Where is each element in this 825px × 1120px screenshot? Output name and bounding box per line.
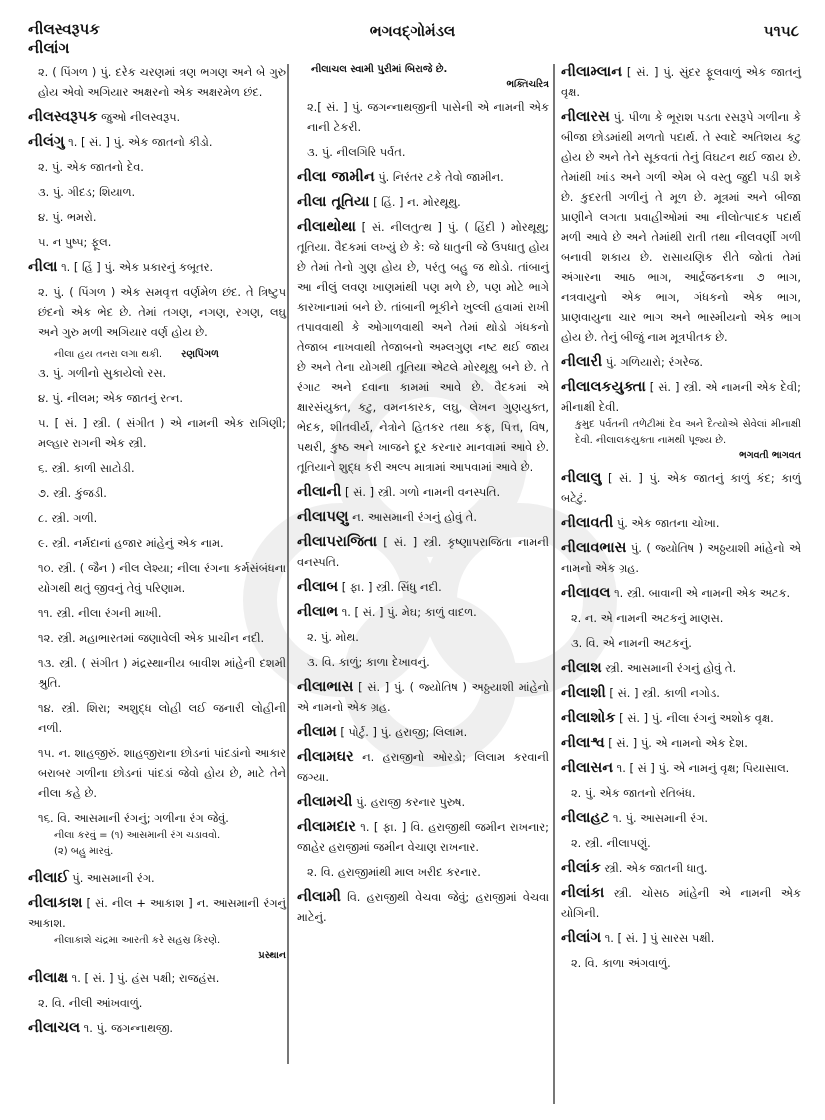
dictionary-entry [297,792,549,812]
definition: ૧. [ સં. ] પું. એક જાતનો કીડો. [68,135,213,149]
dictionary-entry [297,602,549,622]
sense: ૨. વિ. હરાજીમાંથી માલ ખરીદ કરનાર. [307,865,481,879]
sense: ૨. પું. ( પિંગળ ) એક સમવૃત્ત વર્ણમેળ છંદ. તે ત્રિષ્ટુપ છંદનો એક ભેદ છે. તેમાં તગણ, નગણ, રગણ, લઘુ અને ગુરુ મળી અગિયાર વર્ણ હોય છે. [38,285,286,339]
quote-source: ભક્તિચરિત્ર [506,79,549,90]
definition: સ્ત્રી. આસમાની રંગનું હોવું તે. [605,661,737,675]
definition: પું. એક જાતના ચોખા. [616,516,720,530]
headword: નીલા જામીન [297,169,375,185]
dictionary-entry [561,658,801,678]
sense: ૨. ન. એ નામની અટકનું માણસ. [571,611,724,625]
dictionary-entry [28,132,286,152]
sense: ૩. વિ. એ નામની અટકનું. [571,636,692,650]
headword: નીલાશ્વ [561,735,605,751]
headword: નીલાશી [561,685,606,701]
dictionary-entry [561,538,801,578]
headword: નીલાસન [561,760,614,776]
dictionary-entry [561,62,801,102]
idiom: નીલા કરવું = (૧) આસમાની રંગ ચડાવવો. [54,830,221,841]
sense: ૯. સ્ત્રી. નર્મદાનાં હજાર માંહેનું એક નામ. [38,536,224,550]
headword: નીલારસ [561,109,610,125]
sense: ૧૨. સ્ત્રી. મહાભારતમાં જણાવેલી એક પ્રાચીન નદી. [38,631,265,645]
headword: નીલાશ [561,660,602,676]
dictionary-entry [28,893,286,933]
quote-text: નીલાકાશે ચંદ્રમા આરતી કરે સહસ્ર કિરણે. [54,935,221,946]
definition: [ સં. ] સ્ત્રી. ગળો નામની વનસ્પતિ. [345,485,501,499]
headword: નીલાંકા [561,885,605,901]
sense: ૨.[ સં. ] પું. જગન્નાથજીની પાસેની એ નામની એક નાની ટેકરી. [307,100,549,134]
headword: નીલા તૂતિયા [297,194,370,210]
headword: નીલા [28,259,58,275]
guide-word-bottom: નીલાંગ [28,39,70,57]
quote-source: રણપિંગળ [181,349,219,360]
column-divider [553,64,555,1104]
sense: ૨. પું. એક જાતનો રતિબંધ. [571,786,696,800]
sense: ૨. ( પિંગળ ) પું. દરેક ચરણમાં ત્રણ ભગણ અને બે ગુરુ હોય એવો અગિયાર અક્ષરનો એક અક્ષરમેળ છંદ. [38,65,286,99]
definition: [ સં. ] પું. નીલા રંગનું અશોક વૃક્ષ. [619,711,774,725]
dictionary-entry [297,677,549,717]
headword: નીલાઈ [28,870,69,886]
dictionary-entry [297,167,549,187]
definition: પું. ( જ્યોતિષ ) અઠ્ઠયાશી માંહેનો એ નામનો એક ગ્રહ. [561,541,802,575]
dictionary-entry [561,733,801,753]
dictionary-entry [28,107,286,127]
column-middle [297,62,549,932]
dictionary-entry [297,507,549,527]
definition: જુઓ નીલસ્વરૂપ. [101,110,181,124]
definition: ૧. પું. આસમાની રંગ. [612,811,709,825]
definition: સ્ત્રી. એક જાતની ધાતુ. [604,861,708,875]
quote-source: ભગવતી ભાગવત [739,450,801,461]
definition: ૧. પું. જગન્નાથજી. [83,1021,174,1035]
definition: વિ. હરાજીથી વેચવા જેવું; હરાજીમાં વેચવા માટેનું. [297,890,550,924]
sense: ૨. પું. મોથ. [307,630,359,644]
headword: નીલામઘર [297,749,354,765]
dictionary-entry [28,968,286,988]
quote-source: પ્રસ્થાન [258,950,286,961]
sense: ૮. સ્ત્રી. ગળી. [38,511,98,525]
dictionary-entry [28,1018,286,1038]
headword: નીલાભ [297,604,339,620]
definition: પું. પીળા કે ભૂરાશ પડતા રસરૂપે ગળીના કે બીજા છોડમાંથી મળતો પદાર્થ. તે સ્વાદે અતિશય કટુ હોય છે અને તેને સૂકવતાં તેનું વિઘટન થઈ જાય છે. તેમાંથી ખાંડ અને ગળી એમ બે વસ્તુ જુદી પડી શકે છે. કુદરતી ગળીનું તે મૂળ છે. મૂત્રમાં અને બીજા પ્રાણીને લગતા પ્રવાહીઓમાં આ નીલોત્પાદક પદાર્થ મળી આવે છે અને તેમાંથી રાતી તથા નીલવર્ણી ગળી બનાવી શકાય છે. રાસાયણિક રીતે જોતાં તેમાં અંગારના આઠ ભાગ, આર્દ્રજનકના ૭ ભાગ, નત્રવાયુનો એક ભાગ, ગંધકનો એક ભાગ, પ્રાણવાયુના ચાર ભાગ અને ભાસ્મીયનો એક ભાગ હોય છે. તેનું બીજું નામ મૂત્રપીતક છે. [561,110,801,344]
definition: [ સં. ] સ્ત્રી. એ નામની એક દેવી; મીનાક્ષી દેવી. [561,380,801,414]
headword: નીલામી [297,889,341,905]
dictionary-entry [297,577,549,597]
headword: નીલાક્ષ [28,970,68,986]
definition: [ સં. ] પું. ( જ્યોતિષ ) અઠ્ઠયાશી માંહેનો એ નામનો એક ગ્રહ. [297,680,550,714]
dictionary-entry [561,858,801,878]
dictionary-entry [561,352,801,372]
book-title: ભગવદ્ગોમંડલ [369,22,456,40]
sense: ૩. પું. ગીદડ; શિયાળ. [38,185,136,199]
definition: પું. હરાજી કરનાર પુરુષ. [356,795,466,809]
headword: નીલાવભાસ [561,540,627,556]
dictionary-entry [561,107,801,347]
citation-quote [28,347,286,363]
sense: ૩. પું. ગળીનો સુકાયેલો રસ. [38,366,167,380]
headword: નીલસ્વરૂપક [28,109,98,125]
definition: ૧. [ ફા. ] વિ. હરાજીથી જમીન રાખનાર; જાહેર હરાજીમાં જમીન વેચાણ રાખનાર. [297,820,549,854]
dictionary-entry [561,683,801,703]
dictionary-entry [297,747,549,787]
column-right [561,62,801,978]
headword: નીલામદાર [297,819,356,835]
sense: ૨. વિ. કાળા અંગવાળું. [571,956,671,970]
dictionary-entry [28,868,286,888]
definition: [ સં. નીલ + આકાશ ] ન. આસમાની રંગનું આકાશ. [28,896,287,930]
headword: નીલાની [297,484,342,500]
dictionary-entry [561,883,801,923]
definition: [ સં. ] પું. સુંદર ફૂલવાળું એક જાતનું વૃક્ષ. [561,65,801,99]
headword: નીલાથોથા [297,219,356,235]
headword: નીલાવતી [561,515,614,531]
sense: ૧૫. ન. શાહજીરું. શાહજીરાના છોડનાં પાંદડાંનો આકાર બરાબર ગળીના છોડનાં પાંદડાં જેવો હોય છે, માટે તેને નીલા કહે છે. [38,746,286,800]
headword: નીલારી [561,354,603,370]
dictionary-entry [561,708,801,728]
dictionary-entry [297,217,549,477]
definition: [ સં. ] સ્ત્રી. કાળી નગોડ. [609,686,720,700]
quote-text: કુમુદ પર્વતની તળેટીમાં દેવ અને દૈત્યોએ સેવેલાં મીનાક્ષી દેવી. નીલાલકયુક્તા નામથી પૂજ્ય છે. [575,419,801,446]
headword: નીલાભાસ [297,679,354,695]
definition: [ સં. નીલતુત્થ ] પું. ( હિંદી ) મોરથૂથુ; તૂતિયા. વૈદકમાં લખ્યું છે કે: જે ધાતુની જે ઉપધાતુ હોય છે તેમાં તેનો ગુણ હોય છે, પરંતુ બહુ જ થોડો. તાંબાનું આ નીલું લવણ ખાણમાંથી પણ મળે છે, પણ મોટે ભાગે કારખાનામાં બને છે. તાંબાની ભૂકીને ખુલ્લી હવામાં રાખી તપાવવાથી કે ઓગાળવાથી અને તેમાં થોડો ગંધકનો તેજાબ નાખવાથી તેજાબનો અમ્લગુણ નષ્ટ થઈ જાય છે અને તેના યોગથી તૂતિયા એટલે મોરથૂથુ બને છે. તે રંગાટ અને દવાના કામમાં આવે છે. વૈદકમાં એ ક્ષારસંયુક્ત, કટુ, વમનકારક, લઘુ, લેખન ગુણયુક્ત, ભેદક, શીતવીર્ય, નેત્રોને હિતકર તથા કફ, પિત્ત, વિષ, પથરી, કુષ્ઠ અને ખાજને દૂર કરનાર માનવામાં આવે છે. તૂતિયાને શુદ્ધ કરી અલ્પ માત્રામાં આપવામાં આવે છે. [297,220,549,474]
dictionary-entry [561,377,801,417]
definition: પું. ગળિયારો; રંગરેજ. [605,355,703,369]
sense: ૫. [ સં. ] સ્ત્રી. ( સંગીત ) એ નામની એક રાગિણી; મલ્હાર રાગની એક સ્ત્રી. [38,416,286,450]
sense: ૧૧. સ્ત્રી. નીલા રંગની માખી. [38,606,162,620]
quote-text: નીલા હય તનરા લગા થકી. [54,349,163,360]
sense: ૧૩. સ્ત્રી. ( સંગીત ) મંદ્રસ્થાનીય બાવીશ માંહેની દશમી શ્રુતિ. [38,656,286,690]
definition: સ્ત્રી. ચોસઠ માંહેની એ નામની એક યોગિની. [561,886,801,920]
dictionary-entry [561,468,801,508]
sense: ૧૪. સ્ત્રી. શિરા; અશુદ્ધ લોહી લઈ જનારી લોહીની નળી. [38,701,286,735]
quote-text: નીલાચલ સ્વામી પુરીમાં બિરાજે છે. [311,64,448,75]
dictionary-entry [297,722,549,742]
column-left [28,62,286,1043]
page-number: ૫૧૫૮ [763,22,799,40]
headword: નીલાલુ [561,470,602,486]
dictionary-entry [561,928,801,948]
column-divider [287,64,289,1064]
dictionary-entry [561,583,801,603]
definition: [ સં. ] પું. એક જાતનું કાળું કંદ; કાળું બટેટું. [561,471,802,505]
headword: નીલાબ [297,579,339,595]
headword: નીલંગુ [28,134,65,150]
dictionary-entry [297,887,549,927]
sense: ૪. પું. નીલમ; એક જાતનું રત્ન. [38,391,183,405]
definition: [ ફા. ] સ્ત્રી. સિંધુ નદી. [341,580,442,594]
definition: પું. નિરંતર ટકે તેવો જામીન. [378,170,504,184]
definition: ૧. [ સં. ] પું. હંસ પક્ષી; રાજહંસ. [71,971,220,985]
headword: નીલામચી [297,794,353,810]
sense: ૬. સ્ત્રી. કાળી સાટોડી. [38,461,135,475]
definition: ૧. [ સં. ] પું સારસ પક્ષી. [604,931,715,945]
definition: [ સં. ] સ્ત્રી. કૃષ્ણાપરાજિતા નામની વનસ્પતિ. [297,535,550,569]
definition: [ હિં. ] ન. મોરથૂથુ. [373,195,461,209]
sense: ૭. સ્ત્રી. કુંજડી. [38,486,107,500]
dictionary-entry [561,513,801,533]
dictionary-entry [561,758,801,778]
headword: નીલાપણુ [297,509,349,525]
dictionary-entry [561,808,801,828]
definition: ન. હરાજીનો ઓરડો; લિલામ કરવાની જગ્યા. [297,750,549,784]
sense: ૨. સ્ત્રી. નીલાપણું. [571,836,651,850]
sense: ૪. પું. ભમરો. [38,210,97,224]
headword: નીલાપરાજિતા [297,534,378,550]
definition: ૧. [ સં. ] પું. મેઘ; કાળું વાદળ. [341,605,477,619]
headword: નીલાચલ [28,1020,81,1036]
headword: નીલાલકયુક્તા [561,379,646,395]
page-header [0,0,825,56]
definition: ૧. સ્ત્રી. બાવાની એ નામની એક અટક. [614,586,791,600]
dictionary-entry [297,192,549,212]
headword: નીલાશોક [561,710,616,726]
headword: નીલાકાશ [28,895,83,911]
definition: ૧. [ હિં ] પું. એક પ્રકારનું કબૂતર. [61,260,214,274]
headword: નીલામ્લાન [561,64,623,80]
idiom: (૨) બહુ મારવું. [54,846,114,857]
headword: નીલામ [297,724,337,740]
headword: નીલાંક [561,860,601,876]
sense: ૧૬. વિ. આસમાની રંગનું; ગળીના રંગ જેવું. [38,811,229,825]
dictionary-entry [297,532,549,572]
sense: ૫. ન પુષ્પ; ફૂલ. [38,235,112,249]
definition: પું. આસમાની રંગ. [72,871,155,885]
dictionary-entry [28,257,286,277]
dictionary-entry [297,817,549,857]
sense: ૧૦. સ્ત્રી. ( જૈન ) નીલ લેશ્યા; નીલા રંગના કર્મસંબંધના યોગથી થતું જીવનું તેવું પરિણામ. [38,561,286,595]
definition: [ સં. ] પું. એ નામનો એક દેશ. [608,736,748,750]
headword: નીલાવલ [561,585,611,601]
sense: ૨. વિ. નીલી આંખવાળું. [38,996,143,1010]
sense: ૩. વિ. કાળું; કાળા દેખાવનું. [307,655,430,669]
headword: નીલાહટ [561,810,610,826]
definition: ન. આસમાની રંગનું હોવું તે. [352,510,477,524]
sense: ૨. પું. એક જાતનો દેવ. [38,160,144,174]
definition: [ પોર્ટુ. ] પું. હરાજી; લિલામ. [340,725,468,739]
definition: ૧. [ સં ] પું. એ નામનું વૃક્ષ; પિયાસાલ. [616,761,790,775]
guide-word-top: નીલસ્વરૂપક [28,20,100,38]
dictionary-entry [297,482,549,502]
headword: નીલાંગ [561,930,602,946]
sense: ૩. પું. નીલગિરિ પર્વત. [307,145,406,159]
